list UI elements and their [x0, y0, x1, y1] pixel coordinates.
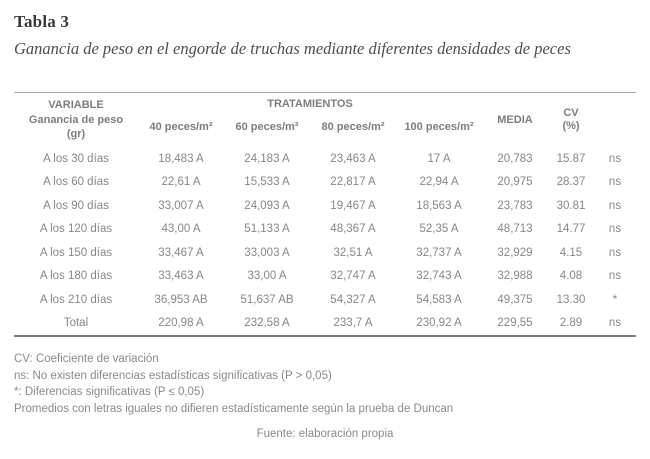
cell-cv: 15.87	[556, 152, 586, 165]
table-body	[14, 147, 636, 335]
cell-t100: 32,737 A	[416, 246, 462, 259]
cell-media: 20,783	[497, 152, 533, 165]
cell-label: A los 60 días	[43, 176, 109, 189]
cell-t80: 19,467 A	[330, 199, 376, 212]
note-cv: CV: Coeficiente de variación	[14, 353, 159, 365]
note-duncan: Promedios con letras iguales no difieren estadísticamente según la prueba de Duncan	[14, 402, 454, 415]
cell-label: A los 90 días	[43, 199, 109, 212]
cell-t80: 32,51 A	[333, 246, 373, 259]
table-number-title: Tabla 3	[14, 12, 70, 31]
cell-media: 48,713	[497, 223, 533, 236]
cell-t40: 22,61 A	[161, 176, 201, 189]
title-block	[14, 12, 636, 59]
cell-t60: 51,637 AB	[240, 293, 294, 306]
cell-cv: 14.77	[556, 223, 586, 236]
table-row	[14, 288, 636, 312]
cell-significance: ns	[608, 317, 622, 330]
cell-t100: 230,92 A	[416, 317, 462, 330]
cell-significance: ns	[608, 152, 622, 165]
table-row	[14, 218, 636, 242]
table-row	[14, 265, 636, 289]
note-ns: ns: No existen diferencias estadísticas significativas (P > 0,05)	[14, 369, 332, 382]
table-row	[14, 241, 636, 265]
cell-significance: ns	[608, 176, 622, 189]
table-subtitle: Ganancia de peso en el engorde de truchas mediante diferentes densidades de peces	[14, 39, 571, 58]
cell-t80: 32,747 A	[330, 270, 376, 283]
cell-t60: 33,00 A	[247, 270, 287, 283]
cell-media: 49,375	[497, 293, 533, 306]
cell-t60: 15,533 A	[244, 176, 290, 189]
cell-cv: 4.08	[559, 270, 583, 283]
cell-t60: 232,58 A	[244, 317, 290, 330]
cell-label: Total	[63, 317, 89, 330]
header-significance	[594, 93, 636, 147]
cell-media: 32,988	[497, 270, 533, 283]
header-col-80: 80 peces/m²	[321, 121, 385, 133]
cell-significance: *	[612, 293, 618, 306]
cell-label: A los 120 días	[39, 223, 113, 236]
header-cv-line1: CV	[563, 106, 579, 119]
header-variable	[14, 93, 138, 147]
cell-media: 20,975	[497, 176, 533, 189]
cell-cv: 4.15	[559, 246, 583, 259]
cell-t40: 220,98 A	[158, 317, 204, 330]
table-row	[14, 147, 636, 171]
header-col-60: 60 peces/m²	[235, 121, 299, 133]
cell-label: A los 30 días	[43, 152, 109, 165]
cell-cv: 2.89	[559, 317, 583, 330]
cell-significance: ns	[608, 246, 622, 259]
header-treatments-group	[138, 93, 482, 147]
header-cv-line2: (%)	[562, 120, 580, 132]
cell-t80: 48,367 A	[330, 223, 376, 236]
cell-t60: 51,133 A	[244, 223, 290, 236]
cell-t100: 18,563 A	[416, 199, 462, 212]
header-media: MEDIA	[497, 114, 533, 126]
cell-media: 23,783	[497, 199, 533, 212]
cell-media: 229,55	[497, 317, 533, 330]
header-cv	[548, 93, 594, 147]
cell-t80: 23,463 A	[330, 152, 376, 165]
header-variable-line3: (gr)	[66, 128, 86, 140]
cell-t80: 54,327 A	[330, 293, 376, 306]
cell-t60: 24,093 A	[244, 199, 290, 212]
cell-significance: ns	[608, 270, 622, 283]
footnotes	[14, 351, 636, 417]
cell-t80: 233,7 A	[333, 317, 373, 330]
cell-t100: 52,35 A	[419, 223, 459, 236]
header-treatments-title: TRATAMIENTOS	[267, 98, 353, 110]
cell-t40: 33,007 A	[158, 199, 204, 212]
cell-t100: 22,94 A	[419, 176, 459, 189]
table-header	[14, 93, 636, 147]
cell-cv: 28.37	[556, 176, 586, 189]
header-col-40: 40 peces/m²	[149, 121, 213, 133]
cell-t40: 36,953 AB	[154, 293, 208, 306]
cell-cv: 30.81	[556, 199, 586, 212]
source-note: Fuente: elaboración propia	[256, 428, 394, 440]
cell-label: A los 210 días	[39, 293, 113, 306]
header-variable-line2: Ganancia de peso	[28, 113, 124, 126]
header-col-100: 100 peces/m²	[404, 121, 474, 133]
data-table	[14, 92, 636, 337]
cell-label: A los 180 días	[39, 270, 113, 283]
cell-t100: 17 A	[427, 152, 451, 165]
table-row	[14, 194, 636, 218]
cell-t100: 32,743 A	[416, 270, 462, 283]
note-asterisk: *: Diferencias significativas (P ≤ 0,05)	[14, 386, 205, 398]
cell-t60: 33,003 A	[244, 246, 290, 259]
cell-t100: 54,583 A	[416, 293, 462, 306]
header-variable-line1: VARIABLE	[48, 99, 104, 111]
treatment-column-headers	[138, 121, 482, 133]
table-row	[14, 171, 636, 195]
cell-t60: 24,183 A	[244, 152, 290, 165]
cell-label: A los 150 días	[39, 246, 113, 259]
cell-cv: 13.30	[556, 293, 586, 306]
cell-t40: 33,463 A	[158, 270, 204, 283]
cell-media: 32,929	[497, 246, 533, 259]
cell-t40: 18,483 A	[158, 152, 204, 165]
cell-t40: 43,00 A	[161, 223, 201, 236]
table-row	[14, 312, 636, 336]
cell-t80: 22,817 A	[330, 176, 376, 189]
cell-significance: ns	[608, 223, 622, 236]
cell-t40: 33,467 A	[158, 246, 204, 259]
cell-significance: ns	[608, 199, 622, 212]
